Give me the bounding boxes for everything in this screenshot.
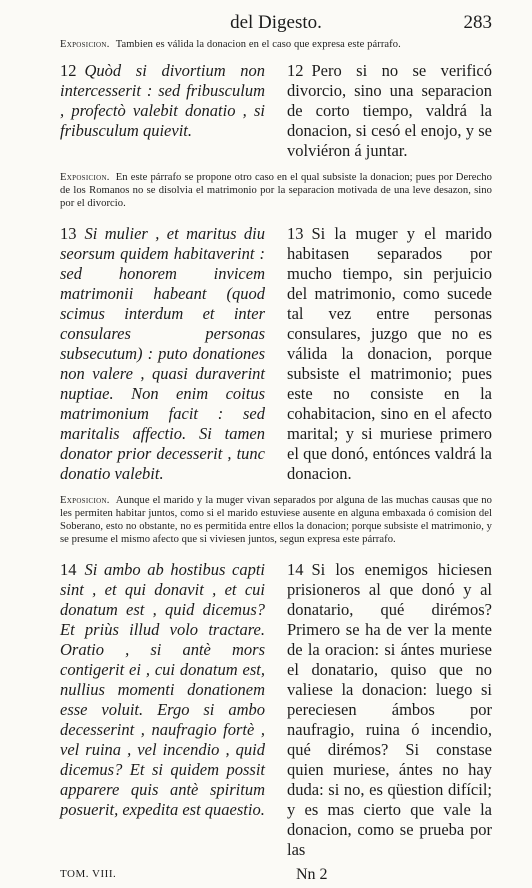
running-title: del Digesto. [230, 12, 322, 33]
exposition-text: Tambien es válida la donacion en el caso que expresa este párrafo. [115, 39, 401, 50]
latin-text [60, 224, 265, 484]
spanish-paragraph: Si los enemigos hiciesen prisioneros al que donó y al donatario, qué dirémos? Primero se ha de ver la mente de la oracion: si ántes muriese el donatario, quiso que no valiese la donacion: luego si pereciesen ámbos por naufragio, ruina ó incendio, qué dirémos? Si constase quien muriese, ántes no hay duda: si no, es qüestion difícil; y es mas cierto que vale la donacion, como se prueba por las [287, 560, 492, 859]
section-12 [60, 61, 492, 210]
book-page [60, 10, 492, 888]
section-number: 12 [287, 61, 304, 80]
section-number: 14 [60, 560, 77, 579]
exposition-label: Exposicion. [60, 172, 110, 183]
spanish-paragraph: Si la muger y el marido habitasen separados por mucho tiempo, sin perjuicio del matrimonio, como sucede tal vez entre personas consulares, juzgo que no es válida la donacion, porque subsiste el matrimonio; pues este no consiste en la cohabitacion, sino en el afecto marital; y si muriese primero el que donó, entónces valdrá la donacion. [287, 224, 492, 483]
exposition-text: Aunque el marido y la muger vivan separados por alguna de las muchas causas que no les permiten habitar juntos, como si el marido estuviese ausente en alguna embaxada ó comision del Soberano, esto no obstante, no es permitida entre ellos la donacion; porque subsiste el matrimonio, y se presume el mismo afecto que si viviesen juntos, segun expresa este párrafo. [60, 495, 492, 545]
spanish-text [287, 224, 492, 484]
section-13 [60, 224, 492, 546]
latin-paragraph: Quòd si divortium non intercesserit : sed fribusculum , profectò valebit donatio , si fribusculum quievit. [60, 61, 265, 140]
latin-paragraph: Si mulier , et maritus diu seorsum quidem habitaverint : sed honorem invicem matrimonii habeant (quod scimus interdum et inter consulares personas subsecutum) : puto donationes non valere , quasi duraverint nuptiae. Non enim coitus matrimonium facit : sed maritalis affectio. Si tamen donator prior decesserit , tunc donatio valebit. [60, 224, 265, 483]
section-number: 14 [287, 560, 304, 579]
latin-paragraph: Si ambo ab hostibus capti sint , et qui donavit , et cui donatum est , quid dicemus? Et priùs illud volo tractare. Oratio , si antè mors contigerit ei , cui donatum est, nullius momenti donationem esse voluit. Ergo si ambo decesserint , naufragio fortè , vel ruina , vel incendio , quid dicemus? Et si quidem possit apparere quis antè spiritum posuerit, expedita est quaestio. [60, 560, 265, 819]
top-exposition [60, 38, 492, 51]
latin-text [60, 560, 265, 860]
section-14 [60, 560, 492, 860]
page-number: 283 [463, 12, 492, 33]
exposition [60, 494, 492, 546]
section-number: 13 [60, 224, 77, 243]
exposition-label: Exposicion. [60, 39, 110, 50]
exposition-text: En este párrafo se propone otro caso en el qual subsiste la donacion; pues por Derecho de los Romanos no se disolvia el matrimonio por la separacion motivada de una leve desazon, sino por el divorcio. [60, 172, 492, 209]
exposition [60, 171, 492, 210]
signature-mark: Nn 2 [296, 866, 328, 883]
volume-mark: TOM. VIII. [60, 868, 117, 880]
latin-text [60, 61, 265, 161]
page-footer [60, 868, 492, 888]
running-header [60, 10, 492, 32]
exposition-label: Exposicion. [60, 495, 110, 506]
section-number: 13 [287, 224, 304, 243]
spanish-paragraph: Pero si no se verificó divorcio, sino una separacion de corto tiempo, valdrá la donacion, si cesó el enojo, y se volviéron á juntar. [287, 61, 492, 160]
spanish-text [287, 61, 492, 161]
section-number: 12 [60, 61, 77, 80]
spanish-text [287, 560, 492, 860]
